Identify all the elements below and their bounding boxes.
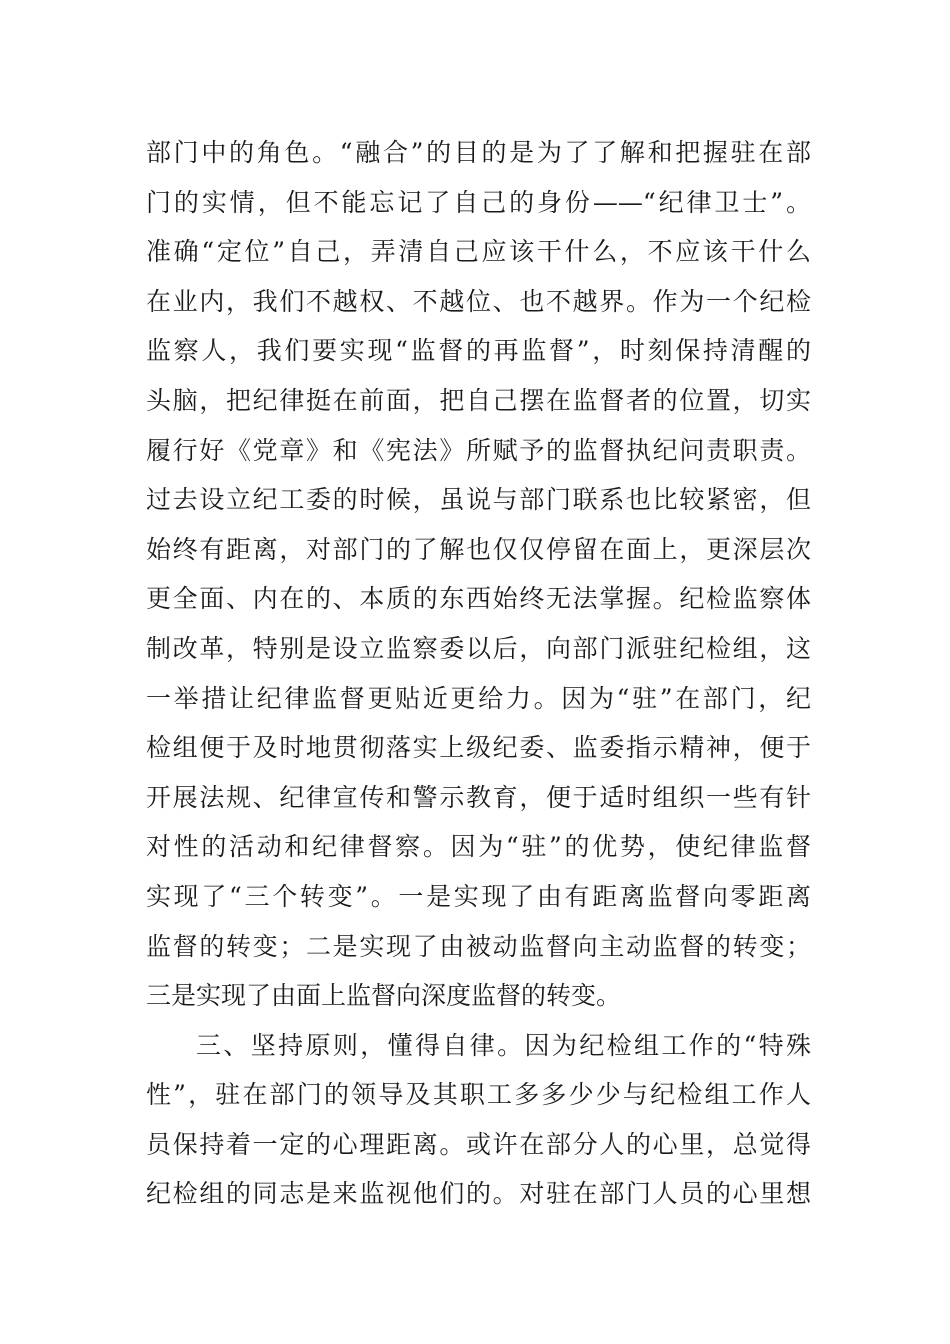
text-line: 始终有距离，对部门的了解也仅仅停留在面上，更深层次 — [146, 534, 811, 564]
text-line: 门的实情，但不能忘记了自己的身份——“纪律卫士”。 — [146, 187, 811, 217]
text-line: 实现了“三个转变”。一是实现了由有距离监督向零距离 — [146, 881, 811, 911]
text-line: 制改革，特别是设立监察委以后，向部门派驻纪检组，这 — [146, 633, 811, 663]
text-line: 开展法规、纪律宣传和警示教育，便于适时组织一些有针 — [146, 782, 811, 812]
text-line: 头脑，把纪律挺在前面，把自己摆在监督者的位置，切实 — [146, 385, 811, 415]
text-line: 在业内，我们不越权、不越位、也不越界。作为一个纪检 — [146, 286, 811, 316]
body-text — [146, 128, 811, 1219]
text-line: 员保持着一定的心理距离。或许在部分人的心里，总觉得 — [146, 1129, 811, 1159]
text-line: 部门中的角色。“融合”的目的是为了了解和把握驻在部 — [146, 138, 811, 167]
text-line: 对性的活动和纪律督察。因为“驻”的优势，使纪律监督 — [146, 832, 811, 862]
text-line: 一举措让纪律监督更贴近更给力。因为“驻”在部门，纪 — [146, 683, 811, 713]
text-line: 三、坚持原则，懂得自律。因为纪检组工作的“特殊 — [196, 1030, 811, 1060]
text-line: 准确“定位”自己，弄清自己应该干什么，不应该干什么 — [146, 237, 811, 267]
text-line: 更全面、内在的、本质的东西始终无法掌握。纪检监察体 — [146, 584, 811, 614]
text-line: 履行好《党章》和《宪法》所赋予的监督执纪问责职责。 — [146, 435, 811, 465]
text-line: 监督的转变；二是实现了由被动监督向主动监督的转变； — [146, 931, 811, 961]
text-line: 纪检组的同志是来监视他们的。对驻在部门人员的心里想 — [146, 1179, 811, 1209]
text-line: 性”，驻在部门的领导及其职工多多少少与纪检组工作人 — [146, 1080, 811, 1110]
text-line: 三是实现了由面上监督向深度监督的转变。 — [146, 981, 622, 1011]
text-line: 监察人，我们要实现“监督的再监督”，时刻保持清醒的 — [146, 336, 811, 366]
text-line: 检组便于及时地贯彻落实上级纪委、监委指示精神，便于 — [146, 733, 811, 763]
text-line: 过去设立纪工委的时候，虽说与部门联系也比较紧密，但 — [146, 485, 811, 515]
